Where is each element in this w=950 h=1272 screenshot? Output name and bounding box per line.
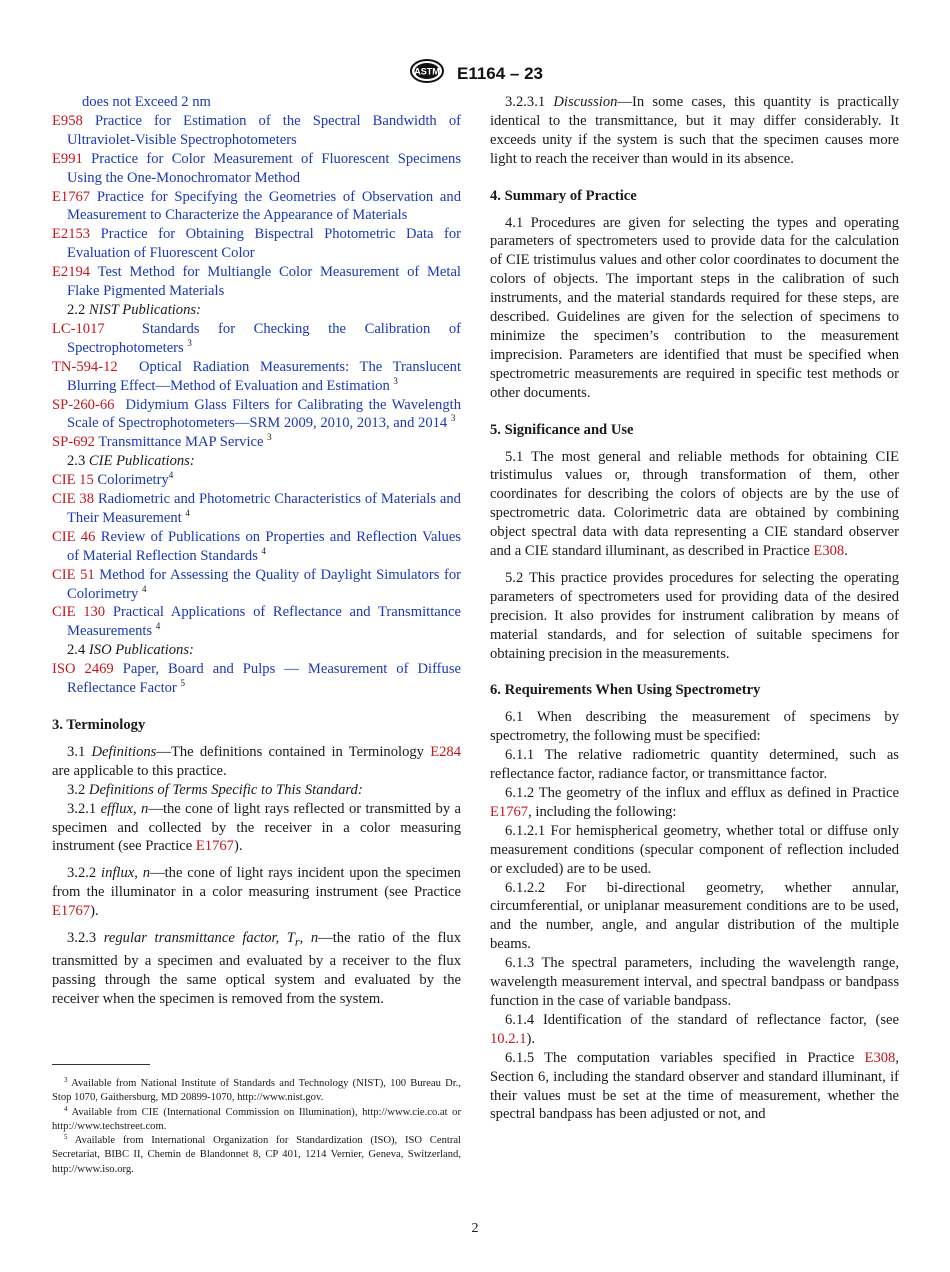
right-column	[490, 93, 899, 1124]
page-header	[0, 58, 950, 89]
footnote: $^4$ Available from CIE (International Commission on Illumination), http://www.cie.co.at or http://www.techstreet.com.	[52, 1104, 461, 1132]
reference-item: LC-1017 Standards for Checking the Calibration of Spectrophotometers $^3$	[52, 320, 461, 356]
reference-item: E2153 Practice for Obtaining Bispectral Photometric Data for Evaluation of Fluorescent Color	[52, 226, 461, 262]
paragraph-6-1-3: 6.1.3 The spectral parameters, including the wavelength range, wavelength measurement interval, and spectral bandpass or bandpass function in the case of variable bandpass.	[490, 955, 899, 1009]
iso-references	[52, 660, 461, 698]
paragraph-6-1: 6.1 When describing the measurement of specimens by spectrometry, the following must be specified:	[490, 709, 899, 745]
reference-item: SP-260-66 Didymium Glass Filters for Calibrating the Wavelength Scale of Spectrophotometers—SRM 2009, 2010, 2013, and 2014 $^3$	[52, 396, 462, 432]
reference-item: E1767 Practice for Specifying the Geometries of Observation and Measurement to Characterize the Appearance of Materials	[52, 188, 461, 224]
paragraph-6-1-5: 6.1.5 The computation variables specified in Practice E308, Section 6, including the standard observer and standard illuminant, if their values must be set at the time of measurement, whether the spectral bandpass has been adjusted or not, and	[490, 1049, 899, 1123]
document-id: E1164 – 23	[456, 63, 544, 83]
cie-heading: 2.3 CIE Publications:	[67, 453, 195, 470]
paragraph-5-2: 5.2 This practice provides procedures for selecting the operating parameters of spectrometers used for providing data of the desired precision. It also provides for instrument calibration by means of material standards, and for selection of suitable specimens for obtaining precision in the measurements.	[490, 569, 899, 662]
footnote: $^5$ Available from International Organization for Standardization (ISO), ISO Central Secretariat, BIBC II, Chemin de Blandonnet 8, CP 401, 1214 Vernier, Geneva, Switzerland, http://www.iso.org.	[52, 1133, 461, 1175]
paragraph-5-1: 5.1 The most general and reliable methods for obtaining CIE tristimulus values or, through transformation of them, other coordinates for describing the colors of objects are by the use of spectrometric data. Colorimetric data are obtained by combining object spectral data with data representing a CIE standard observer and a CIE standard illuminant, as described in Practice E308.	[490, 448, 899, 560]
paragraph-3-2-3: 3.2.3 regular transmittance factor, $T_r$, n—the ratio of the flux transmitted by a specimen and evaluated by a receiver to the flux passing through the same optical system and evaluated by the receiver when the specimen is removed from the system.	[52, 930, 462, 1007]
paragraph-6-1-2-1: 6.1.2.1 For hemispherical geometry, whether total or diffuse only measurement conditions (specular component of reflection included or excluded) are to be used.	[490, 822, 899, 877]
paragraph-6-1-1: 6.1.1 The relative radiometric quantity determined, such as reflectance factor, radiance factor, or transmittance factor.	[490, 747, 899, 783]
section-3-heading: 3. Terminology	[52, 717, 146, 733]
link-e1767[interactable]: E1767	[195, 838, 234, 855]
reference-item: E958 Practice for Estimation of the Spectral Bandwidth of Ultraviolet-Visible Spectrophotometers	[52, 112, 461, 148]
nist-heading: 2.2 NIST Publications:	[67, 301, 201, 318]
link-e1767[interactable]: E1767	[490, 803, 529, 820]
left-column	[52, 93, 461, 1009]
reference-item: CIE 15 Colorimetry$^4$	[52, 470, 174, 489]
section-6-heading: 6. Requirements When Using Spectrometry	[490, 682, 761, 699]
paragraph-3-2-3-1: 3.2.3.1 Discussion—In some cases, this quantity is practically identical to the transmittance, but it may differ considerably. It exceeds unity if the system is such that the specimen causes more light to reach the receiver than would in its absence.	[490, 94, 899, 167]
reference-item: E991 Practice for Color Measurement of Fluorescent Specimens Using the One-Monochromator Method	[52, 150, 461, 186]
page-number: 2	[471, 1221, 479, 1236]
link-10-2-1[interactable]: 10.2.1	[490, 1030, 527, 1047]
reference-item: CIE 38 Radiometric and Photometric Characteristics of Materials and Their Measurement $^4$	[52, 491, 461, 526]
paragraph-3-1: 3.1 Definitions—The definitions contained in Terminology E284 are applicable to this practice.	[52, 743, 462, 779]
reference-item: TN-594-12 Optical Radiation Measurements: The Translucent Blurring Effect—Method of Evaluation and Estimation $^3$	[52, 358, 461, 394]
section-4-heading: 4. Summary of Practice	[490, 187, 637, 204]
reference-item: CIE 130 Practical Applications of Reflectance and Transmittance Measurements $^4$	[52, 604, 461, 640]
reference-item: CIE 46 Review of Publications on Properties and Reflection Values of Material Reflection Standards $^4$	[52, 528, 461, 564]
paragraph-6-1-2-2: 6.1.2.2 For bi-directional geometry, whether annular, circumferential, or uniplanar measurement conditions are to be used, and the number, angle, and angular distribution of the multiple beams.	[490, 879, 899, 953]
link-e308[interactable]: E308	[813, 543, 845, 560]
link-e308[interactable]: E308	[864, 1049, 896, 1066]
paragraph-3-2-1: 3.2.1 efflux, n—the cone of light rays reflected or transmitted by a specimen and collected by the receiver in a color measuring instrument (see Practice E1767).	[52, 800, 462, 855]
link-e284[interactable]: E284	[430, 743, 462, 760]
paragraph-4-1: 4.1 Procedures are given for selecting the types and operating parameters of spectrometers used to provide data for the calculation of CIE tristimulus values and other color coordinates to document the colors of objects. The important steps in the calibration of such instruments, and the material standards required for these steps, are described. Guidelines are given for the selection of specimens to minimize the specimen’s contribution to the measurement imprecision. Parameters are identified that must be specified when spectrometric measurements are required in specific test methods or other documents.	[490, 214, 899, 401]
cie-references	[52, 471, 461, 641]
footnote-rule	[52, 1064, 150, 1065]
astm-logo	[407, 58, 447, 89]
reference-item: E2194 Test Method for Multiangle Color Measurement of Metal Flake Pigmented Materials	[52, 264, 461, 300]
footnote: $^3$ Available from National Institute of Standards and Technology (NIST), 100 Bureau Dr., Stop 1070, Gaithersburg, MD 20899-1070, http://www.nist.gov.	[52, 1076, 461, 1104]
footnotes	[52, 1064, 461, 1177]
reference-continuation: does not Exceed 2 nm	[82, 94, 211, 110]
reference-item: ISO 2469 Paper, Board and Pulps — Measurement of Diffuse Reflectance Factor $^5$	[52, 661, 461, 697]
nist-references	[52, 320, 461, 452]
paragraph-3-2: 3.2 Definitions of Terms Specific to This Standard:	[67, 781, 363, 798]
reference-item: CIE 51 Method for Assessing the Quality of Daylight Simulators for Colorimetry $^4$	[52, 566, 461, 602]
iso-heading: 2.4 ISO Publications:	[67, 642, 194, 659]
section-5-heading: 5. Significance and Use	[490, 421, 634, 438]
svg-text:ASTM: ASTM	[414, 66, 440, 77]
paragraph-6-1-4: 6.1.4 Identification of the standard of reflectance factor, (see 10.2.1).	[490, 1011, 899, 1047]
link-e1767[interactable]: E1767	[52, 903, 91, 920]
paragraph-6-1-2: 6.1.2 The geometry of the influx and efflux as defined in Practice E1767, including the following:	[490, 785, 899, 820]
reference-item: SP-692 Transmittance MAP Service $^3$	[52, 432, 272, 451]
astm-references	[52, 112, 461, 301]
paragraph-3-2-2: 3.2.2 influx, n—the cone of light rays incident upon the specimen from the illuminator in a color measuring instrument (see Practice E1767).	[52, 865, 461, 920]
